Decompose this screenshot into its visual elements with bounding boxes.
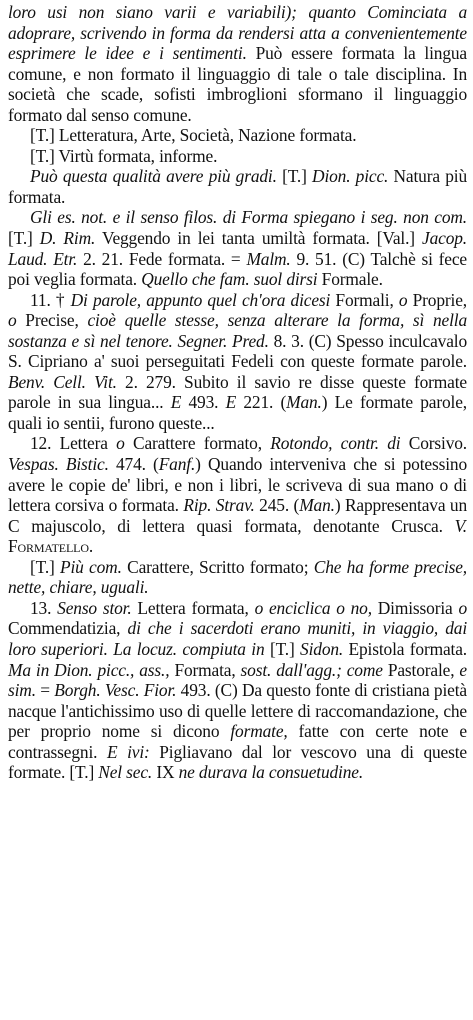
italic-run: sost. dall'agg.; come xyxy=(240,659,383,680)
italic-run: Sidon. xyxy=(300,638,344,659)
text-run: Formali, xyxy=(330,289,399,310)
italic-run: Di parole, appunto quel ch'ora dicesi xyxy=(70,289,331,310)
text-run: ) Le formate parole, quali io sentii, furono queste... xyxy=(8,392,467,433)
text-run: [T.] Letteratura, Arte, Società, Nazione formata. xyxy=(30,125,357,146)
text-run: Formale. xyxy=(317,269,383,290)
text-run: fatte con certe note e contrassegni. xyxy=(8,721,467,762)
smallcaps-run: Formatello. xyxy=(8,536,94,557)
text-run: 221. ( xyxy=(236,392,287,413)
text-run: Precise, xyxy=(16,310,88,331)
italic-run: Vespas. Bistic. xyxy=(8,454,109,475)
italic-run: Borgh. Vesc. Fior. xyxy=(54,680,177,701)
italic-run: Ma in Dion. picc., ass., xyxy=(8,659,170,680)
text-run: = xyxy=(35,680,55,701)
italic-run: Nel sec. xyxy=(98,762,153,783)
italic-run: loro usi non siano varii e variabili); quanto Cominciata a adoprare, scrivendo in forma da rendersi atta a convenientemente esprimere le idee e i sentimenti. xyxy=(8,2,467,64)
text-run: [T.] xyxy=(276,166,313,187)
text-run: Lettera formata, xyxy=(131,597,255,618)
italic-run: Benv. Cell. Vit. xyxy=(8,371,117,392)
text-run: Carattere formato, xyxy=(124,433,271,454)
text-run: Dimissoria xyxy=(371,597,459,618)
italic-run: Può questa qualità avere più gradi. xyxy=(30,166,277,187)
text-run: 493. (C) Da questo fonte di cristiana pietà nacque l'antichissimo uso di quelle lettere di raccomandazione, che per proprio nome si dicono xyxy=(8,680,467,742)
italic-run: D. Rim. xyxy=(39,228,96,249)
text-run: Epistola formata. xyxy=(343,638,467,659)
smallcaps-run: IX xyxy=(152,762,179,783)
italic-run: o xyxy=(8,310,17,331)
italic-run: E xyxy=(225,392,237,413)
italic-run: cioè quelle stesse, senza alterare la forma, sì nella sostanza e sì nel tenore. Segner. Pred. xyxy=(8,310,468,351)
text-run: Pastorale, xyxy=(382,659,460,680)
entry-paragraph xyxy=(8,2,467,125)
italic-run: formate, xyxy=(230,721,288,742)
italic-run: Rotondo, contr. di xyxy=(270,433,401,454)
text-run: Proprie, xyxy=(407,289,467,310)
entry-paragraph xyxy=(8,557,467,598)
italic-run: Man. xyxy=(299,495,335,516)
italic-run: Più com. xyxy=(60,556,122,577)
entry-paragraph xyxy=(8,146,467,167)
text-run: Corsivo. xyxy=(400,433,468,454)
text-run: Carattere, Scritto formato; xyxy=(121,556,314,577)
entry-paragraph xyxy=(8,125,467,146)
text-run: Veggendo in lei tanta umiltà formata. [Val.] xyxy=(95,228,423,249)
text-run: Natura più formata. xyxy=(8,166,467,207)
sense-13-paragraph xyxy=(8,598,467,783)
text-run: ) Rappresentava un C majuscolo, di lettera quasi formata, denotante Crusca. xyxy=(8,495,467,536)
sense-12-paragraph xyxy=(8,433,467,556)
italic-run: Malm. xyxy=(246,248,291,269)
sense-11-paragraph xyxy=(8,290,467,434)
italic-run: o xyxy=(458,597,468,618)
italic-run: e sim. xyxy=(8,659,467,701)
text-run: ) Quando interveniva che si potessino avere le copie de' libri, e non i libri, le scriveva di sua mano o di lettera corsiva o formata. xyxy=(8,454,467,516)
text-run: [T.] xyxy=(8,228,40,249)
italic-run: Rip. Strav. xyxy=(183,495,255,516)
entry-paragraph xyxy=(8,166,467,207)
italic-run: o xyxy=(116,433,125,454)
text-run: 474. ( xyxy=(108,454,159,475)
italic-run: ne durava la consuetudine. xyxy=(178,762,364,783)
italic-run: Man. xyxy=(286,392,322,413)
text-run: 2. 21. Fede formata. = xyxy=(77,248,247,269)
italic-run: o enciclica o no, xyxy=(254,597,372,618)
text-run: 8. 3. (C) Spesso inculcavalo S. Cipriano a' suoi perseguitati Fedeli con queste formate parole. xyxy=(8,330,467,372)
text-run: 245. ( xyxy=(254,495,300,516)
italic-run: Dion. picc. xyxy=(312,166,389,187)
text-run: Commendatizia, xyxy=(8,618,128,639)
italic-run: Che ha forme precise, nette, chiare, uguali. xyxy=(8,556,468,598)
text-run: 13. xyxy=(30,597,58,618)
text-run: [T.] xyxy=(30,556,61,577)
text-run: [T.] Virtù formata, informe. xyxy=(30,145,218,166)
text-run: Formata, xyxy=(169,659,241,680)
entry-paragraph xyxy=(8,207,467,289)
italic-run: V. xyxy=(454,515,467,536)
italic-run: E xyxy=(170,392,182,413)
text-run: 12. Lettera xyxy=(30,433,117,454)
italic-run: di che i sacerdoti erano muniti, in viaggio, dai loro superiori. La locuz. compiuta in xyxy=(8,618,468,659)
italic-run: Quello che fam. suol dirsi xyxy=(141,269,318,290)
italic-run: E ivi: xyxy=(106,741,150,762)
text-run: 11. † xyxy=(30,289,71,310)
text-run: 2. 279. Subito il savio re disse queste formate parole in sua lingua... xyxy=(8,371,467,413)
text-run: Può essere formata la lingua comune, e non formato il linguaggio di tale o tale disciplina. In società che scade, sofisti imbroglioni sformano il linguaggio formato dal senso comune. xyxy=(8,43,467,125)
text-run: [T.] xyxy=(264,638,301,659)
italic-run: Fanf. xyxy=(158,454,196,475)
italic-run: o xyxy=(398,289,408,310)
italic-run: Senso stor. xyxy=(57,597,132,618)
text-run: Pigliavano dal lor vescovo una di queste formate. [T.] xyxy=(8,741,467,783)
text-run: 493. xyxy=(181,392,226,413)
italic-run: Gli es. not. e il senso filos. di Forma spiegano i seg. non com. xyxy=(30,207,467,228)
text-run: 9. 51. (C) Talchè si fece poi veglia formata. xyxy=(8,248,467,290)
italic-run: Jacop. Laud. Etr. xyxy=(8,228,467,269)
